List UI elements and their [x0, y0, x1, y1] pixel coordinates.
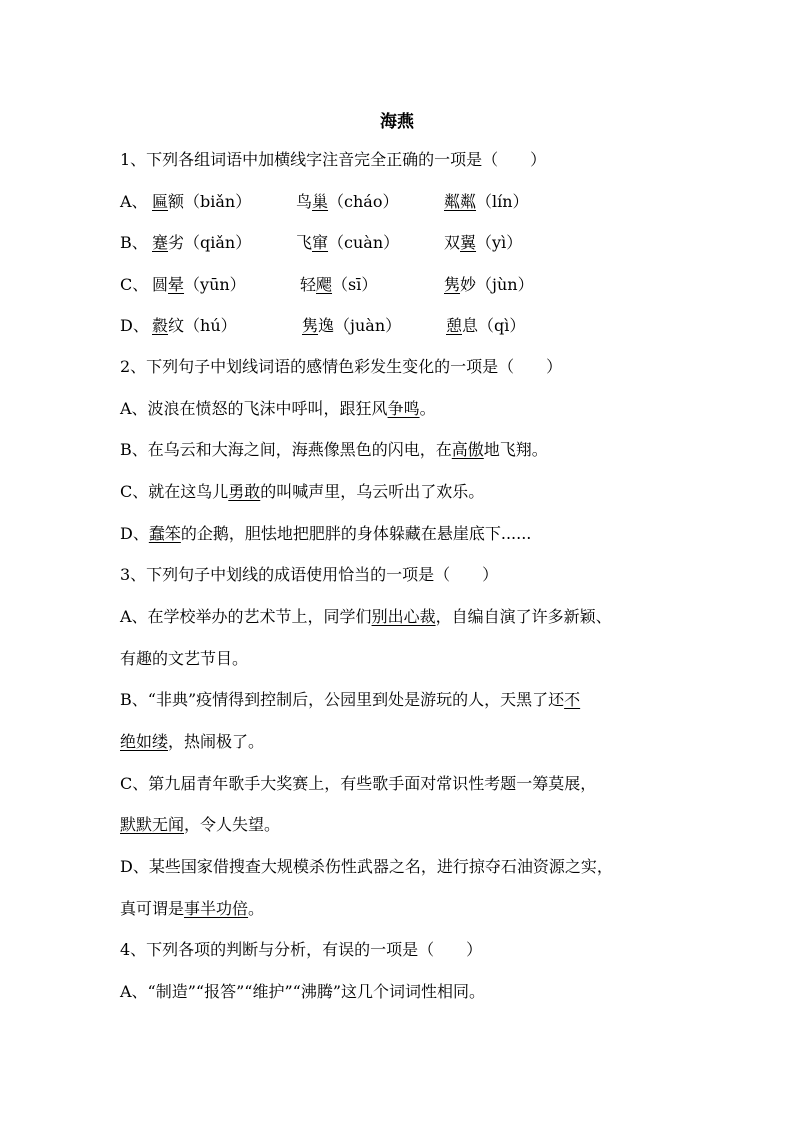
- text-run: 巢: [312, 192, 329, 211]
- q3-option-b-line1: [120, 690, 580, 710]
- text-run: 。: [248, 899, 265, 918]
- option-item: [444, 233, 522, 253]
- q1-stem: 1、下列各组词语中加横线字注音完全正确的一项是（ ）: [120, 150, 547, 169]
- q3-option-d-line1: D、某些国家借搜查大规模杀伤性武器之名，进行掠夺石油资源之实，: [120, 857, 613, 876]
- text-run: 真可谓是: [120, 899, 185, 918]
- text-run: D、: [120, 524, 149, 543]
- q2-stem: 2、下列句子中划线词语的感情色彩发生变化的一项是（ ）: [120, 357, 563, 376]
- text-run: （lín）: [476, 192, 529, 211]
- text-run: 圆: [152, 275, 169, 294]
- text-run: 高傲: [451, 440, 484, 459]
- q3-option-a-line2: 有趣的文艺节目。: [120, 649, 249, 668]
- text-run: 鸟: [296, 192, 313, 211]
- option-item: [296, 233, 399, 253]
- text-run: 隽: [444, 275, 461, 294]
- option-item: [296, 192, 398, 212]
- option-item: [152, 275, 246, 295]
- option-label: A、: [120, 192, 148, 211]
- q3-option-d-line2: [120, 899, 264, 919]
- text-run: 额（biǎn）: [168, 192, 252, 211]
- text-run: 勇敢: [228, 482, 261, 501]
- text-run: （yūn）: [184, 275, 246, 294]
- text-run: B、在乌云和大海之间，海燕像黑色的闪电，在: [120, 440, 452, 459]
- option-item: [152, 233, 251, 253]
- document-title: 海燕: [380, 112, 414, 132]
- q2-option-d: [120, 524, 531, 544]
- text-run: A、波浪在愤怒的飞沫中呼叫，跟狂风: [120, 399, 388, 418]
- text-run: 纹（hú）: [168, 316, 237, 335]
- text-run: 的叫喊声里，乌云听出了欢乐。: [260, 482, 485, 501]
- q3-option-a-line1: [120, 607, 612, 627]
- q3-option-b-line2: [120, 732, 264, 752]
- text-run: 窜: [312, 233, 329, 252]
- text-run: B、“非典”疫情得到控制后，公园里到处是游玩的人，天黑了还: [120, 690, 565, 709]
- text-run: 事半功倍: [184, 899, 249, 918]
- text-run: ，令人失望。: [184, 815, 281, 834]
- text-run: C、就在这鸟儿: [120, 482, 229, 501]
- text-run: 蠢笨: [148, 524, 181, 543]
- option-item: [152, 316, 237, 336]
- text-run: 不: [564, 690, 581, 709]
- text-run: 飔: [316, 275, 333, 294]
- text-run: 隽: [302, 316, 319, 335]
- text-run: 息（qì）: [462, 316, 526, 335]
- q4-stem: 4、下列各项的判断与分析，有误的一项是（ ）: [120, 940, 483, 959]
- option-item: [444, 275, 534, 295]
- text-run: （sī）: [332, 275, 378, 294]
- text-run: 争鸣: [387, 399, 420, 418]
- q3-option-c-line1: C、第九届青年歌手大奖赛上，有些歌手面对常识性考题一筹莫展，: [120, 774, 597, 793]
- option-item: [300, 275, 377, 295]
- text-run: 的企鹅，胆怯地把肥胖的身体躲藏在悬崖底下......: [180, 524, 532, 543]
- option-item: [152, 192, 251, 212]
- text-run: 逸（juàn）: [318, 316, 402, 335]
- text-run: 妙（jùn）: [460, 275, 534, 294]
- text-run: 蹇: [152, 233, 169, 252]
- text-run: （cháo）: [328, 192, 399, 211]
- text-run: 匾: [152, 192, 169, 211]
- q2-option-a: [120, 399, 436, 419]
- text-run: 轻: [300, 275, 317, 294]
- option-item: [446, 316, 525, 336]
- option-label: D、: [120, 316, 149, 335]
- option-item: [444, 192, 529, 212]
- q2-option-c: [120, 482, 484, 502]
- option-label: C、: [120, 275, 149, 294]
- text-run: 。: [419, 399, 436, 418]
- text-run: 劣（qiǎn）: [168, 233, 252, 252]
- q3-stem: 3、下列句子中划线的成语使用恰当的一项是（ ）: [120, 565, 499, 584]
- text-run: 憩: [446, 316, 463, 335]
- text-run: 双: [444, 233, 461, 252]
- q3-option-c-line2: [120, 815, 280, 835]
- text-run: 晕: [168, 275, 185, 294]
- text-run: 翼: [460, 233, 477, 252]
- option-item: [302, 316, 401, 336]
- text-run: 默默无闻: [120, 815, 185, 834]
- text-run: A、在学校举办的艺术节上，同学们: [120, 607, 372, 626]
- q2-option-b: [120, 440, 548, 460]
- text-run: （cuàn）: [328, 233, 400, 252]
- option-label: B、: [120, 233, 148, 252]
- text-run: ，自编自演了许多新颖、: [435, 607, 612, 626]
- text-run: 地飞翔。: [483, 440, 548, 459]
- q4-option-a: A、“制造”“报答”“维护”“沸腾”这几个词词性相同。: [120, 982, 485, 1001]
- text-run: （yì）: [476, 233, 523, 252]
- text-run: ，热闹极了。: [168, 732, 265, 751]
- text-run: 别出心裁: [371, 607, 436, 626]
- text-run: 绝如缕: [120, 732, 169, 751]
- text-run: 粼粼: [444, 192, 477, 211]
- text-run: 飞: [296, 233, 313, 252]
- text-run: 縠: [152, 316, 169, 335]
